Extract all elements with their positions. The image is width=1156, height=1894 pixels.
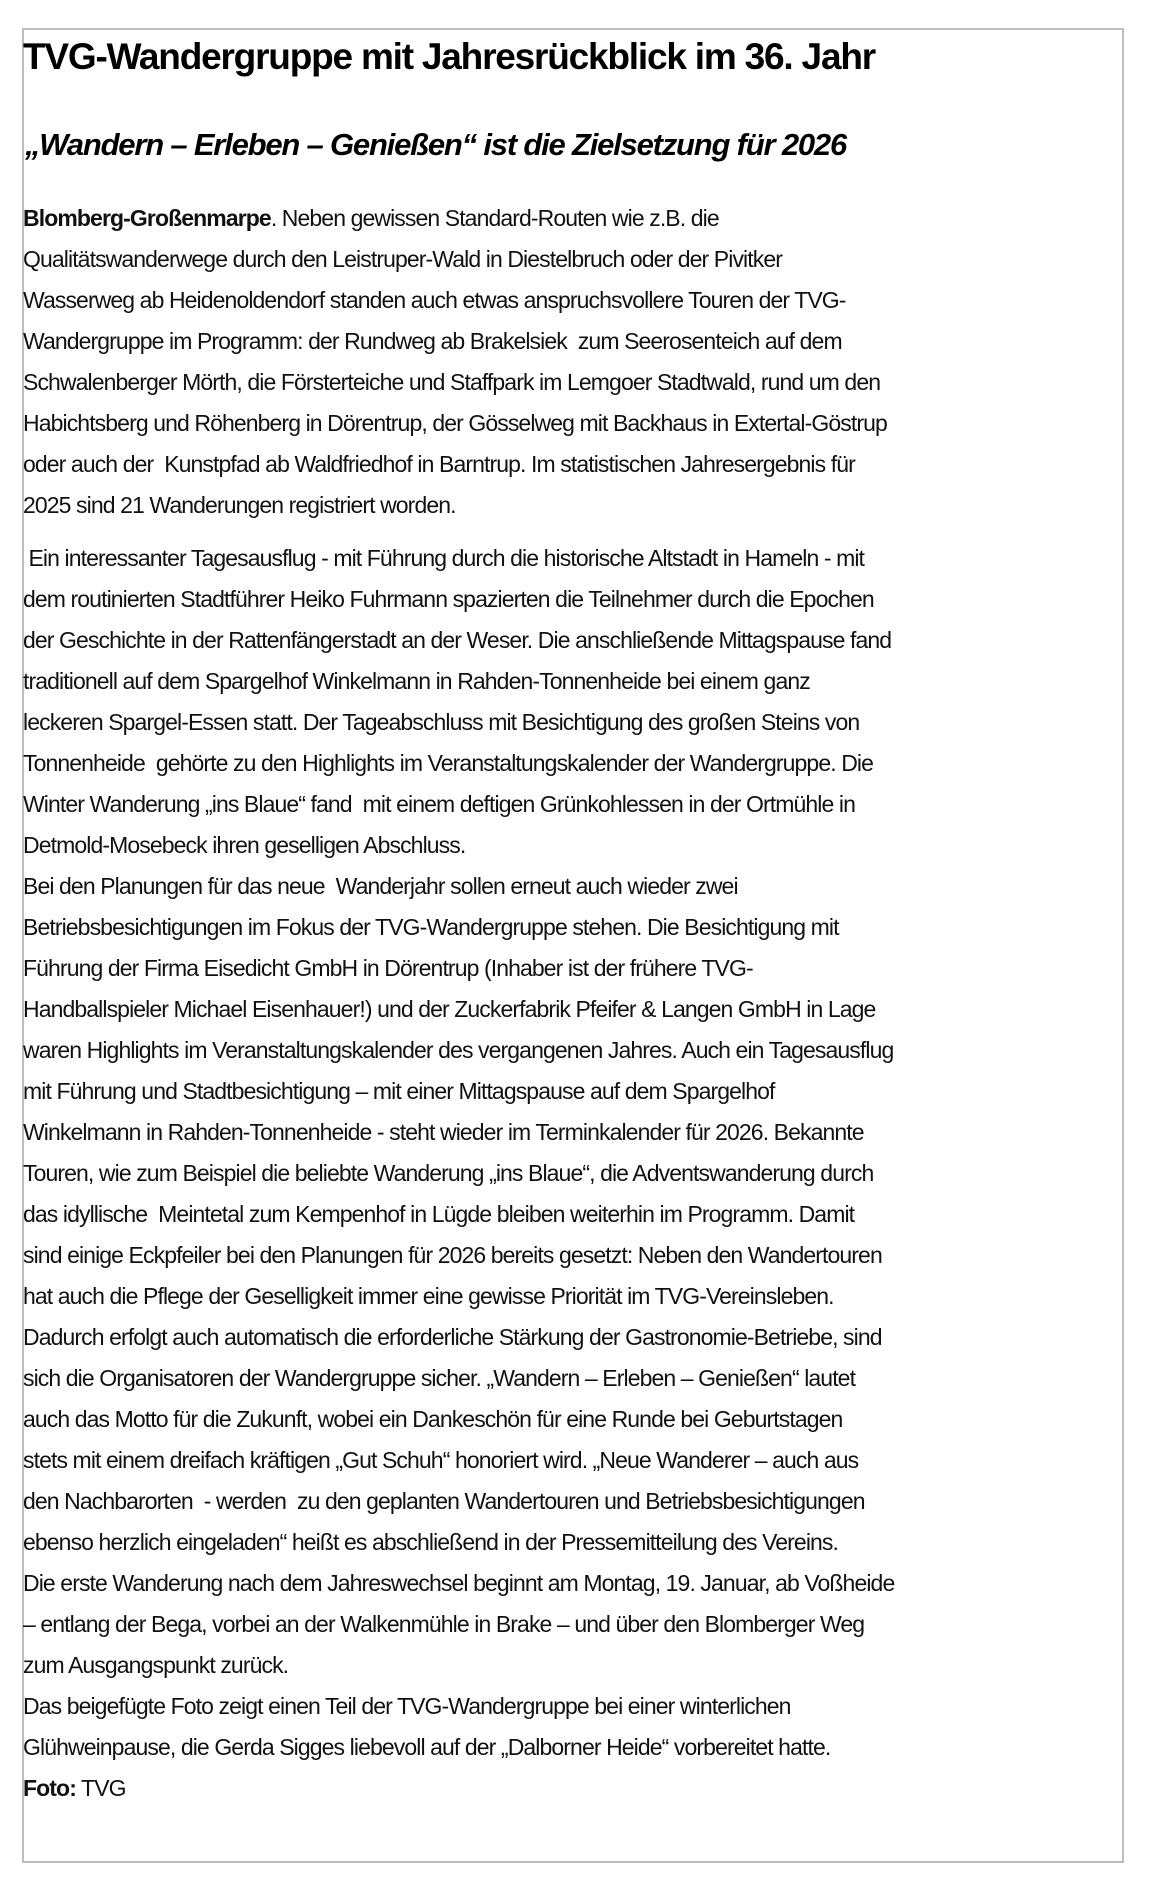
body-line: Das beigefügte Foto zeigt einen Teil der TVG-Wandergruppe bei einer winterlichen xyxy=(23,1693,791,1719)
body-line: traditionell auf dem Spargelhof Winkelmann in Rahden-Tonnenheide bei einem ganz xyxy=(23,668,810,694)
body-line: Bei den Planungen für das neue Wanderjahr sollen erneut auch wieder zwei xyxy=(23,873,738,899)
body-line: – entlang der Bega, vorbei an der Walkenmühle in Brake – und über den Blomberger Weg xyxy=(23,1611,865,1637)
body-line: ebenso herzlich eingeladen“ heißt es abschließend in der Pressemitteilung des Vereins. xyxy=(23,1529,839,1555)
body-line: stets mit einem dreifach kräftigen „Gut Schuh“ honoriert wird. „Neue Wanderer – auch aus xyxy=(23,1447,859,1473)
body-line: Glühweinpause, die Gerda Sigges liebevoll auf der „Dalborner Heide“ vorbereitet hatte. xyxy=(23,1734,831,1760)
body-line: leckeren Spargel-Essen statt. Der Tageabschluss mit Besichtigung des großen Steins von xyxy=(23,709,860,735)
body-line: waren Highlights im Veranstaltungskalender des vergangenen Jahres. Auch ein Tagesausflug xyxy=(23,1037,894,1063)
body-line xyxy=(23,198,1133,239)
body-line: Dadurch erfolgt auch automatisch die erforderliche Stärkung der Gastronomie-Betriebe, sind xyxy=(23,1324,882,1350)
body-line: Winter Wanderung „ins Blaue“ fand mit einem deftigen Grünkohlessen in der Ortmühle in xyxy=(23,791,855,817)
body-line: hat auch die Pflege der Geselligkeit immer eine gewisse Priorität im TVG-Vereinsleben. xyxy=(23,1283,834,1309)
body-line: das idyllische Meintetal zum Kempenhof in Lügde bleiben weiterhin im Programm. Damit xyxy=(23,1201,855,1227)
paragraph-gap xyxy=(23,526,1133,538)
article-body xyxy=(23,198,1133,1809)
body-line: Schwalenberger Mörth, die Försterteiche und Staffpark im Lemgoer Stadtwald, rund um den xyxy=(23,369,881,395)
body-line: Detmold-Mosebeck ihren geselligen Abschluss. xyxy=(23,832,466,858)
body-line: sich die Organisatoren der Wandergruppe sicher. „Wandern – Erleben – Genießen“ lautet xyxy=(23,1365,856,1391)
body-line: Qualitätswanderwege durch den Leistruper-Wald in Diestelbruch oder der Pivitker xyxy=(23,246,783,272)
photo-credit-value: TVG xyxy=(75,1775,126,1801)
body-line: Habichtsberg und Röhenberg in Dörentrup, der Gösselweg mit Backhaus in Extertal-Göstrup xyxy=(23,410,887,436)
body-line: auch das Motto für die Zukunft, wobei ein Dankeschön für eine Runde bei Geburtstagen xyxy=(23,1406,843,1432)
body-line: oder auch der Kunstpfad ab Waldfriedhof in Barntrup. Im statistischen Jahresergebnis für xyxy=(23,451,855,477)
body-line: Handballspieler Michael Eisenhauer!) und der Zuckerfabrik Pfeifer & Langen GmbH in Lage xyxy=(23,996,876,1022)
body-line: mit Führung und Stadtbesichtigung – mit einer Mittagspause auf dem Spargelhof xyxy=(23,1078,775,1104)
body-line: sind einige Eckpfeiler bei den Planungen für 2026 bereits gesetzt: Neben den Wandertouren xyxy=(23,1242,882,1268)
photo-credit-label: Foto: xyxy=(23,1775,76,1801)
body-line: der Geschichte in der Rattenfängerstadt an der Weser. Die anschließende Mittagspause fand xyxy=(23,627,892,653)
body-line: Betriebsbesichtigungen im Fokus der TVG-Wandergruppe stehen. Die Besichtigung mit xyxy=(23,914,839,940)
article-title: TVG-Wandergruppe mit Jahresrückblick im 36. Jahr xyxy=(23,36,875,77)
body-line: Winkelmann in Rahden-Tonnenheide - steht wieder im Terminkalender für 2026. Bekannte xyxy=(23,1119,864,1145)
body-line: den Nachbarorten - werden zu den geplanten Wandertouren und Betriebsbesichtigungen xyxy=(23,1488,865,1514)
photo-credit xyxy=(23,1768,1133,1809)
body-line: Führung der Firma Eisedicht GmbH in Dörentrup (Inhaber ist der frühere TVG- xyxy=(23,955,753,981)
article-subtitle: „Wandern – Erleben – Genießen“ ist die Zielsetzung für 2026 xyxy=(25,127,846,162)
dateline: Blomberg-Großenmarpe xyxy=(23,205,271,231)
body-line: 2025 sind 21 Wanderungen registriert worden. xyxy=(23,492,456,518)
body-line: zum Ausgangspunkt zurück. xyxy=(23,1652,289,1678)
body-line: Die erste Wanderung nach dem Jahreswechsel beginnt am Montag, 19. Januar, ab Voßheide xyxy=(23,1570,895,1596)
body-line: dem routinierten Stadtführer Heiko Fuhrmann spazierten die Teilnehmer durch die Epochen xyxy=(23,586,874,612)
body-line: Wandergruppe im Programm: der Rundweg ab Brakelsiek zum Seerosenteich auf dem xyxy=(23,328,842,354)
body-line: Tonnenheide gehörte zu den Highlights im Veranstaltungskalender der Wandergruppe. Die xyxy=(23,750,874,776)
body-line-text: . Neben gewissen Standard-Routen wie z.B. die xyxy=(270,205,719,231)
body-line: Ein interessanter Tagesausflug - mit Führung durch die historische Altstadt in Hameln - mit xyxy=(23,545,865,571)
body-line: Wasserweg ab Heidenoldendorf standen auch etwas anspruchsvollere Touren der TVG- xyxy=(23,287,846,313)
body-line: Touren, wie zum Beispiel die beliebte Wanderung „ins Blaue“, die Adventswanderung durch xyxy=(23,1160,874,1186)
